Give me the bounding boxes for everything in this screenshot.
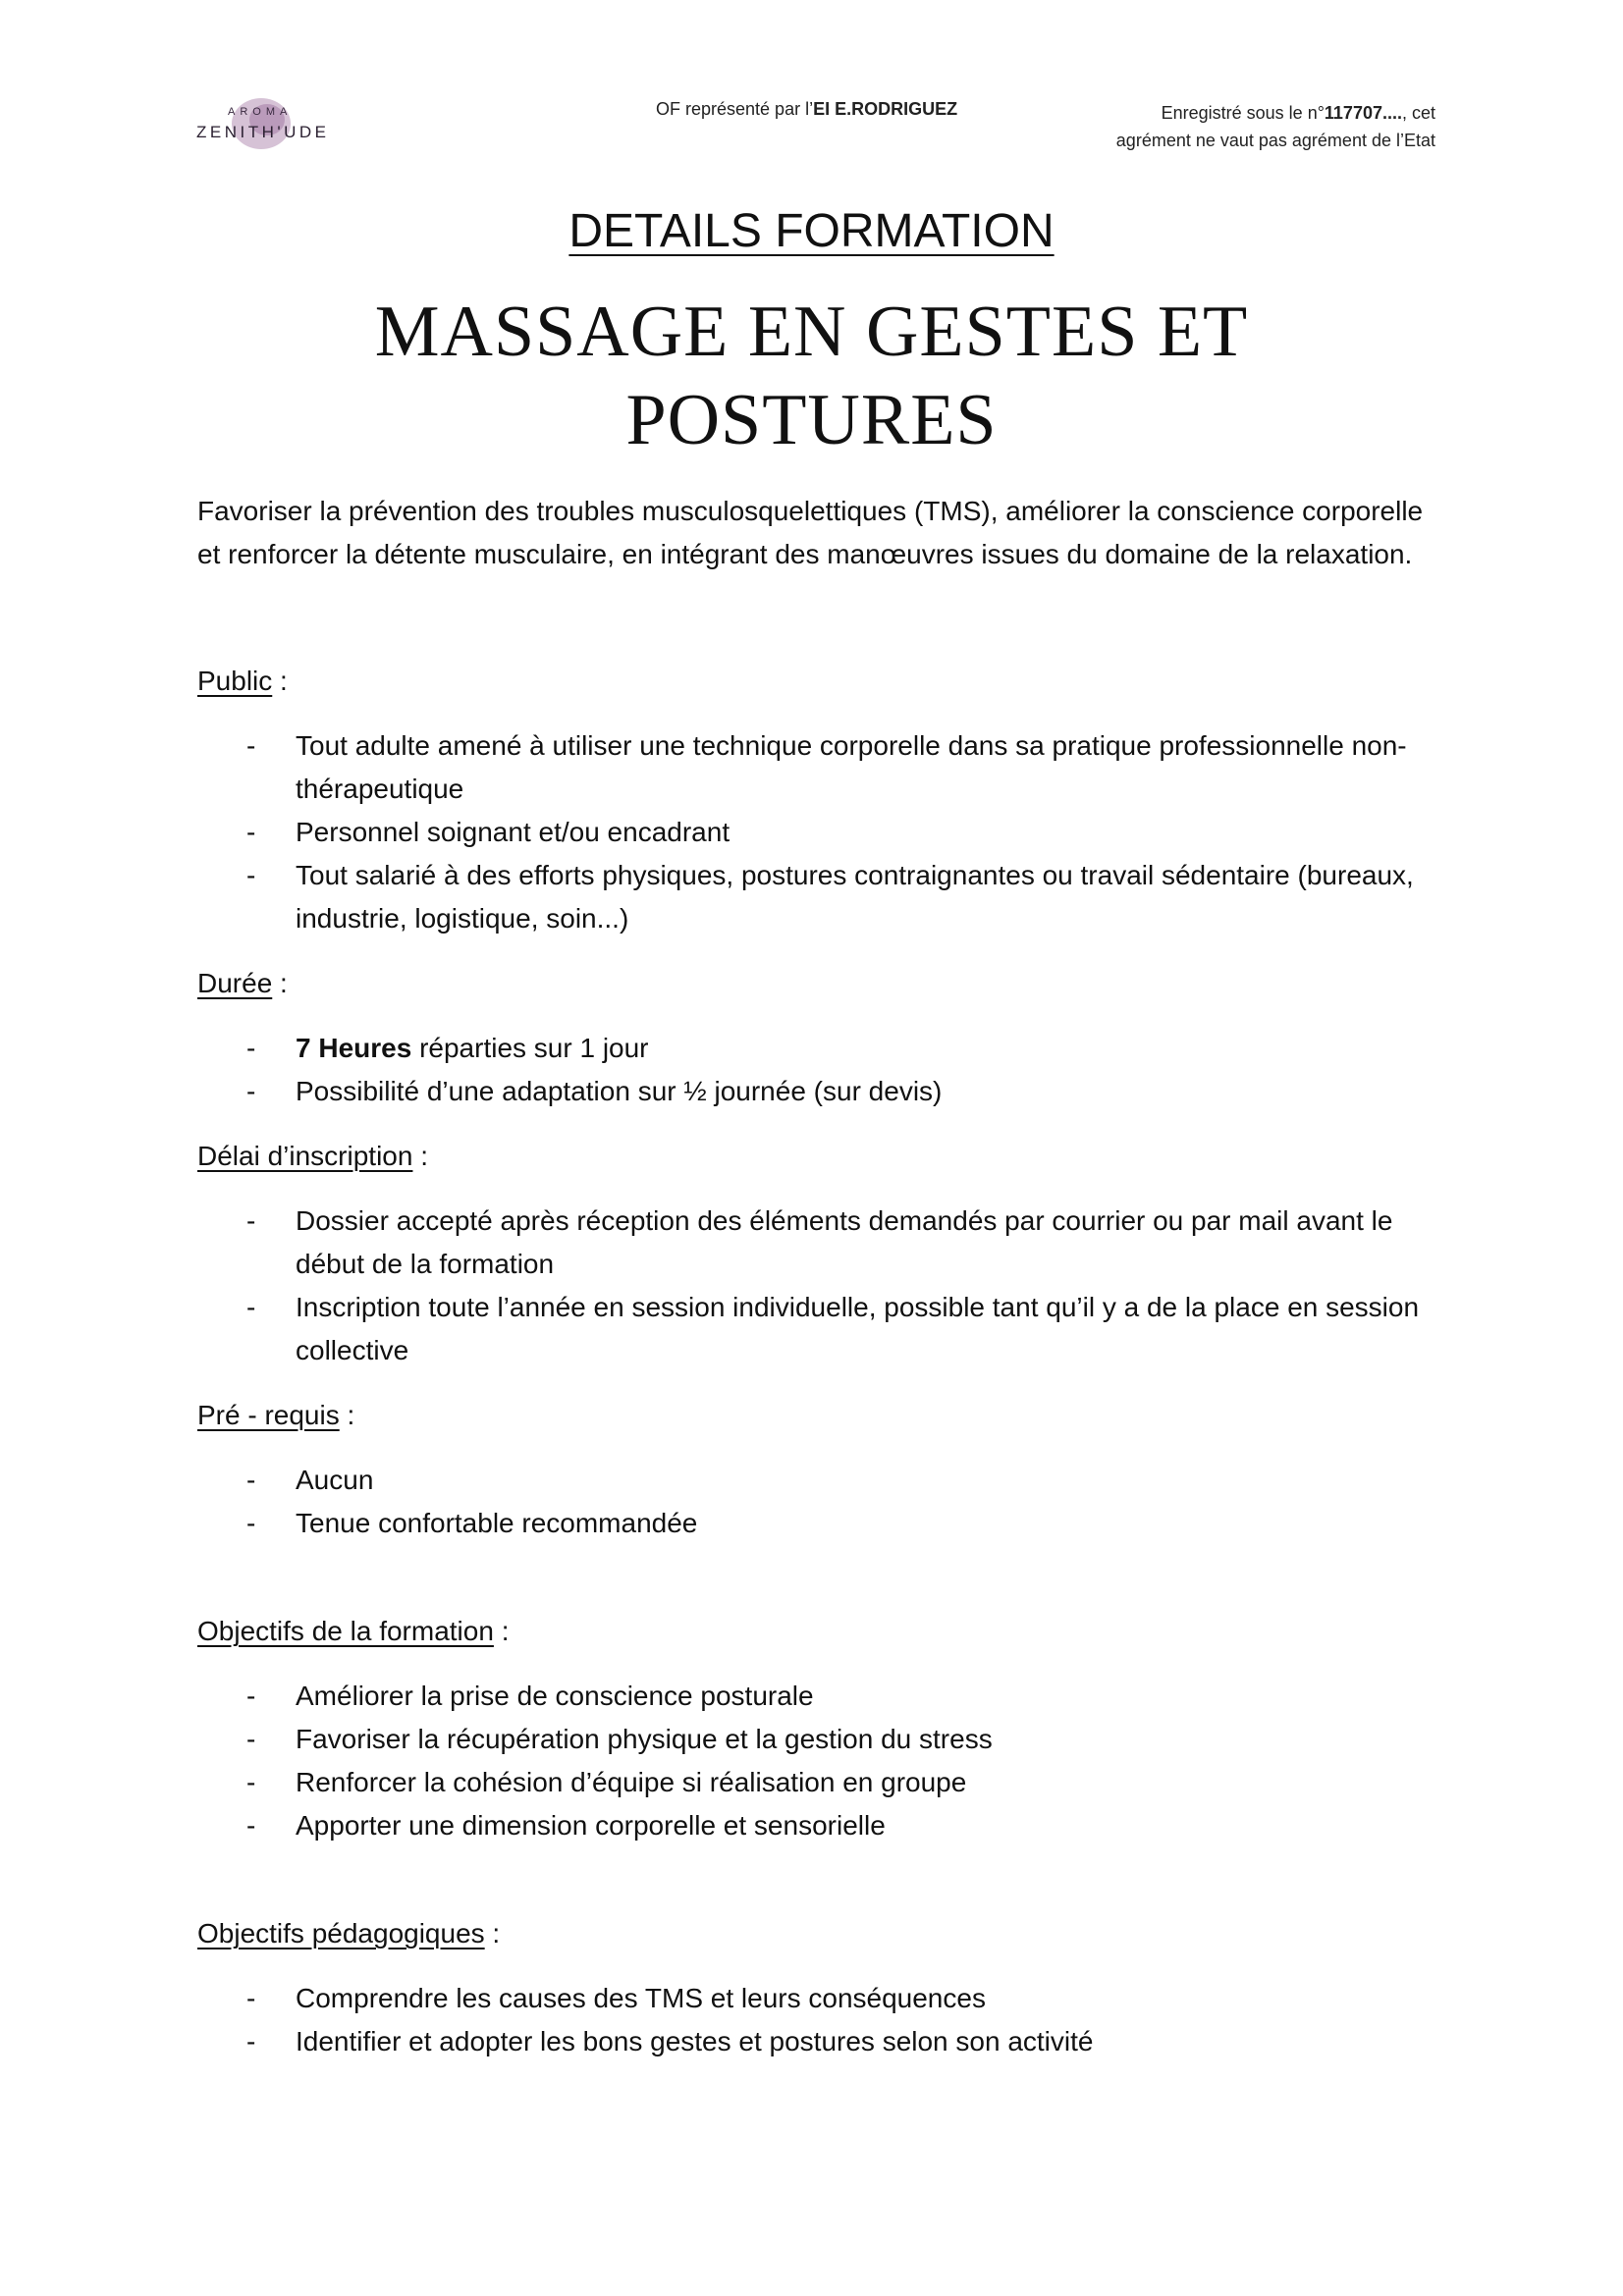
- dash-bullet: -: [246, 1508, 256, 1538]
- section-label: Public: [197, 666, 273, 696]
- section-heading-duree: [197, 962, 1444, 1005]
- section-colon: :: [484, 1918, 501, 1949]
- reg-prefix: Enregistré sous le n°: [1161, 103, 1325, 123]
- list-item-text: collective: [296, 1335, 409, 1365]
- section-label: Objectifs pédagogiques: [197, 1918, 485, 1949]
- list-delai: [197, 1200, 1444, 1372]
- list-item: [197, 1804, 1444, 1847]
- list-item-text: Renforcer la cohésion d’équipe si réalisation en groupe: [296, 1767, 967, 1797]
- dash-bullet: -: [246, 2026, 256, 2056]
- page-heading: DETAILS FORMATION: [568, 205, 1055, 257]
- list-item: [197, 2020, 1444, 2063]
- dash-bullet: -: [246, 1810, 256, 1841]
- list-item-text: Inscription toute l’année en session individuelle, possible tant qu’il y a de la place en session: [296, 1292, 1420, 1322]
- dash-bullet: -: [246, 730, 256, 761]
- list-item-text: Comprendre les causes des TMS et leurs conséquences: [296, 1983, 986, 2013]
- list-item: [197, 1718, 1444, 1761]
- dash-bullet: -: [246, 1292, 256, 1322]
- list-item-text: thérapeutique: [296, 774, 464, 804]
- section-colon: :: [493, 1616, 510, 1646]
- page-title: [196, 288, 1427, 464]
- list-item: [197, 1286, 1444, 1372]
- intro-line2: et renforcer la détente musculaire, en intégrant des manœuvres issues du domaine de la relaxation.: [197, 539, 1413, 569]
- list-item: [197, 724, 1444, 811]
- dash-bullet: -: [246, 1033, 256, 1063]
- list-item: [197, 1502, 1444, 1545]
- intro-paragraph: [197, 490, 1444, 576]
- dash-bullet: -: [246, 1205, 256, 1236]
- aroma-zenithude-logo: [192, 90, 330, 159]
- reg-suffix: , cet: [1401, 103, 1435, 123]
- list-public: [197, 724, 1444, 940]
- intro-line1: Favoriser la prévention des troubles musculosquelettiques (TMS), améliorer la conscience corporelle: [197, 496, 1424, 526]
- spacer: [197, 1567, 1444, 1610]
- section-label: Pré - requis: [197, 1400, 340, 1430]
- section-heading-public: [197, 660, 1444, 703]
- list-duree: [197, 1027, 1444, 1113]
- duration-hours: 7 Heures: [296, 1033, 412, 1063]
- list-item-text: Tout salarié à des efforts physiques, postures contraignantes ou travail sédentaire (bureaux,: [296, 860, 1414, 890]
- list-item: [197, 1070, 1444, 1113]
- list-item-text: Dossier accepté après réception des éléments demandés par courrier ou par mail avant le: [296, 1205, 1393, 1236]
- list-item-text: Favoriser la récupération physique et la gestion du stress: [296, 1724, 993, 1754]
- section-colon: :: [272, 968, 288, 998]
- list-objectifs-pedagogiques: [197, 1977, 1444, 2063]
- list-item-text: Aucun: [296, 1465, 374, 1495]
- dash-bullet: -: [246, 860, 256, 890]
- list-item-text: Tout adulte amené à utiliser une technique corporelle dans sa pratique professionnelle non-: [296, 730, 1407, 761]
- section-heading-objectifs-pedagogiques: [197, 1912, 1444, 1955]
- list-item-text: début de la formation: [296, 1249, 555, 1279]
- list-item: [197, 1459, 1444, 1502]
- section-colon: :: [412, 1141, 428, 1171]
- dash-bullet: -: [246, 1767, 256, 1797]
- header-of-prefix: OF représenté par l’: [656, 99, 814, 119]
- header-registration-line1: [1023, 99, 1435, 127]
- list-item-text: Possibilité d’une adaptation sur ½ journée (sur devis): [296, 1076, 943, 1106]
- list-item: [197, 854, 1444, 940]
- list-item-text: Tenue confortable recommandée: [296, 1508, 698, 1538]
- dash-bullet: -: [246, 1983, 256, 2013]
- dash-bullet: -: [246, 1724, 256, 1754]
- section-label: Durée: [197, 968, 273, 998]
- list-item-text: Personnel soignant et/ou encadrant: [296, 817, 730, 847]
- list-item-text: Améliorer la prise de conscience posturale: [296, 1681, 814, 1711]
- list-item-text: Identifier et adopter les bons gestes et postures selon son activité: [296, 2026, 1094, 2056]
- list-item-text: réparties sur 1 jour: [411, 1033, 649, 1063]
- content: [197, 660, 1444, 2085]
- section-label: Objectifs de la formation: [197, 1616, 494, 1646]
- page-title-line2: POSTURES: [625, 380, 998, 460]
- list-objectifs-formation: [197, 1675, 1444, 1847]
- dash-bullet: -: [246, 817, 256, 847]
- list-item: [197, 811, 1444, 854]
- spacer: [197, 1869, 1444, 1912]
- page-title-line1: MASSAGE EN GESTES ET: [374, 292, 1249, 372]
- section-heading-prerequis: [197, 1394, 1444, 1437]
- list-item: [197, 1977, 1444, 2020]
- logo-text-zenithude: ZENITH'UDE: [196, 123, 330, 141]
- header-registration: [1023, 99, 1435, 154]
- logo-text-aroma: AROMA: [228, 106, 293, 118]
- section-colon: :: [272, 666, 288, 696]
- header-registration-line2: agrément ne vaut pas agrément de l’Etat: [1115, 131, 1435, 150]
- list-item: [197, 1200, 1444, 1286]
- section-heading-objectifs-formation: [197, 1610, 1444, 1653]
- list-item: [197, 1675, 1444, 1718]
- list-item: [197, 1761, 1444, 1804]
- reg-number: 117707....: [1324, 103, 1402, 123]
- list-item: [197, 1027, 1444, 1070]
- section-heading-delai: [197, 1135, 1444, 1178]
- header-of-name: EI E.RODRIGUEZ: [813, 99, 958, 119]
- list-prerequis: [197, 1459, 1444, 1545]
- dash-bullet: -: [246, 1681, 256, 1711]
- list-item-text: Apporter une dimension corporelle et sensorielle: [296, 1810, 886, 1841]
- section-label: Délai d’inscription: [197, 1141, 413, 1171]
- dash-bullet: -: [246, 1076, 256, 1106]
- section-colon: :: [339, 1400, 355, 1430]
- header-organisme: [656, 99, 957, 120]
- list-item-text: industrie, logistique, soin...): [296, 903, 629, 934]
- dash-bullet: -: [246, 1465, 256, 1495]
